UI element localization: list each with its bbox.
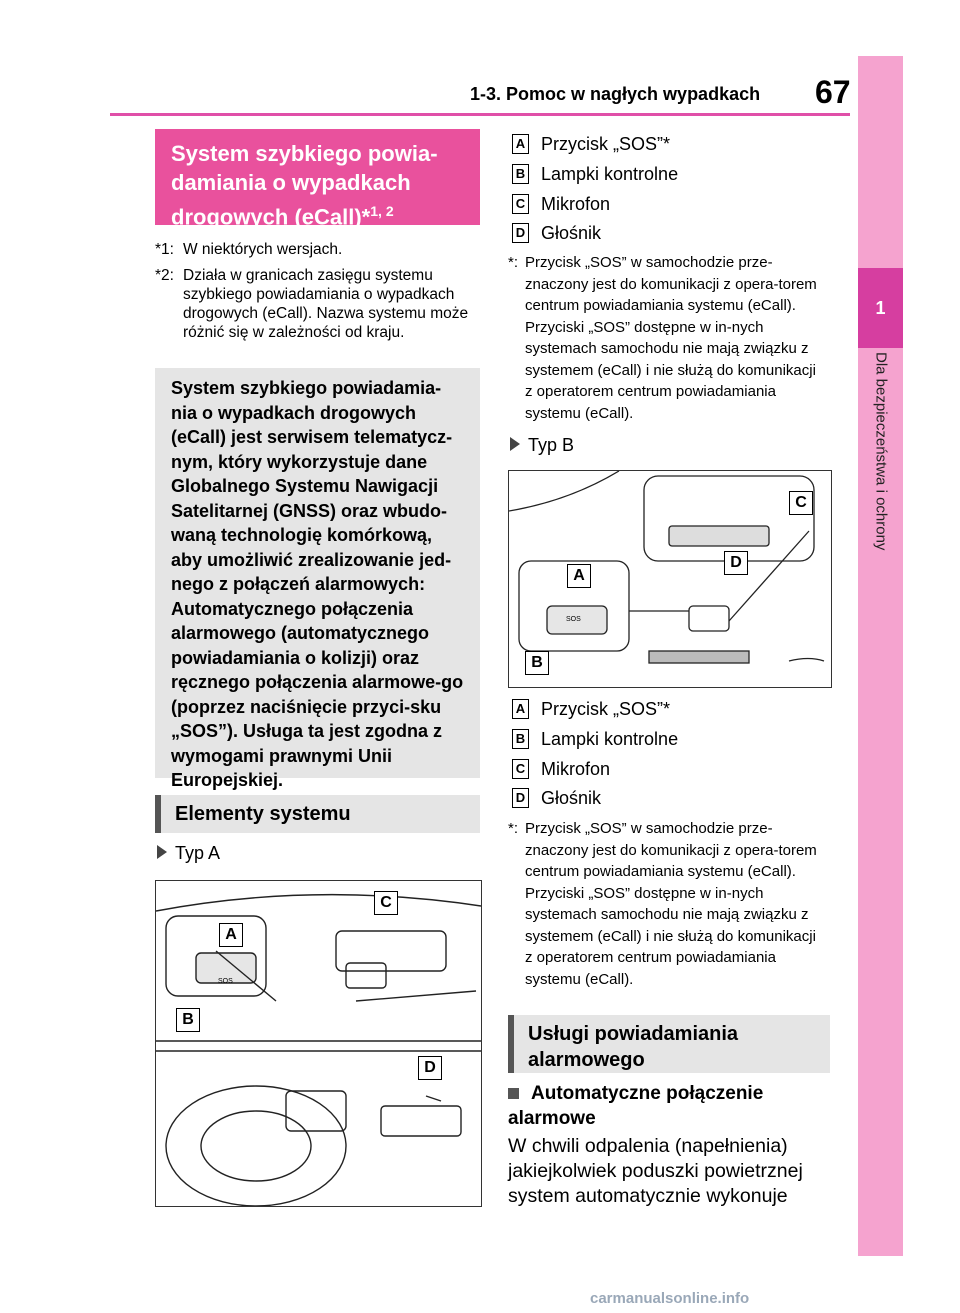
figure-label-a-b: A (567, 564, 591, 588)
figure-label-d: D (418, 1056, 442, 1080)
intro-box: System szybkiego powiadamia-nia o wypadkach drogowych (eCall) jest serwisem telematycz-nym, który wykorzystuje dane Globalnego Systemu Nawigacji Satelitarnej (GNSS) oraz wbudo-waną technologię komórkową, aby umożliwić zrealizowanie jed-nego z połączeń alarmowych: Automatycznego połączenia alarmowego (automatycznego powiadamiania o kolizji) oraz ręcznego połączenia alarmowe-go (poprzez naciśnięcie przyci-sku „SOS”). Usługa ta jest zgodna z wymogami prawnymi Unii Europejskiej. (155, 368, 480, 778)
figure-label-d-b: D (724, 551, 748, 575)
body-paragraph: W chwili odpalenia (napełnienia) jakiejkolwiek poduszki powietrznej system automatycznie wykonuje (508, 1135, 803, 1207)
section-title: System szybkiego powia-damiania o wypadkach drogowych (eCall)*$^{1, 2}$ (155, 129, 480, 225)
triangle-bullet-icon (157, 845, 167, 859)
sos-button-text: SOS (218, 978, 233, 985)
console-illustration-a (156, 881, 481, 1206)
services-heading: Usługi powiadamiania alarmowego (508, 1015, 830, 1073)
figure-label-a: A (219, 923, 243, 947)
chapter-tab[interactable]: 1 (858, 268, 903, 348)
legend-b-row: B Lampki kontrolne (512, 163, 678, 187)
figure-label-c-b: C (789, 491, 813, 515)
figure-label-c: C (374, 891, 398, 915)
legend-a-row: A Przycisk „SOS”* (512, 133, 670, 157)
figure-label-b: B (176, 1008, 200, 1032)
footnote-2: *2: Działa w granicach zasięgu systemu szybkiego powiadamiania o wypadkach drogowych (eCall). Nazwa systemu może różnić się w zależności od kraju. (155, 267, 469, 341)
figure-type-a (155, 880, 482, 1207)
asterisk-note-1: *: Przycisk „SOS” w samochodzie prze-znaczony jest do komunikacji z opera-torem centrum powiadamiania systemu (eCall). Przyciski „SOS” dostępne w in-nych systemach samochodu nie mają związku z systemem (eCall) i nie służą do komunikacji z operatorem centrum powiadamiania systemu (eCall). (508, 254, 817, 422)
chapter-label: Dla bezpieczeństwa i ochrony (872, 352, 889, 551)
sos-button-text-b: SOS (566, 616, 581, 623)
watermark: carmanualsonline.info (590, 1290, 750, 1307)
header-rule (110, 113, 850, 116)
legend-d-row: D Głośnik (512, 222, 601, 246)
type-a-label: Typ A (157, 843, 220, 864)
figure-type-b (508, 470, 832, 688)
figure-label-b-b: B (525, 651, 549, 675)
side-tab-bar (858, 56, 903, 1256)
console-illustration-b (509, 471, 831, 687)
elements-heading: Elementy systemu (155, 795, 480, 833)
asterisk-note-2: *: Przycisk „SOS” w samochodzie prze-znaczony jest do komunikacji z opera-torem centrum powiadamiania systemu (eCall). Przyciski „SOS” dostępne w in-nych systemach samochodu nie mają związku z systemem (eCall) i nie służą do komunikacji z operatorem centrum powiadamiania systemu (eCall). (508, 820, 817, 988)
triangle-bullet-icon (510, 437, 520, 451)
page-number: 67 (815, 74, 851, 110)
legend-b-row-2: B Lampki kontrolne (512, 728, 678, 752)
legend-c-row-2: C Mikrofon (512, 758, 610, 782)
legend-a-row-2: A Przycisk „SOS”* (512, 698, 670, 722)
square-bullet-icon (508, 1088, 519, 1099)
running-header: 1-3. Pomoc w nagłych wypadkach (470, 84, 761, 104)
bullet-heading: Automatyczne połączenie alarmowe (508, 1083, 764, 1129)
type-b-label: Typ B (510, 435, 574, 456)
legend-c-row: C Mikrofon (512, 193, 610, 217)
legend-d-row-2: D Głośnik (512, 787, 601, 811)
footnote-1: *1: W niektórych wersjach. (155, 241, 343, 258)
